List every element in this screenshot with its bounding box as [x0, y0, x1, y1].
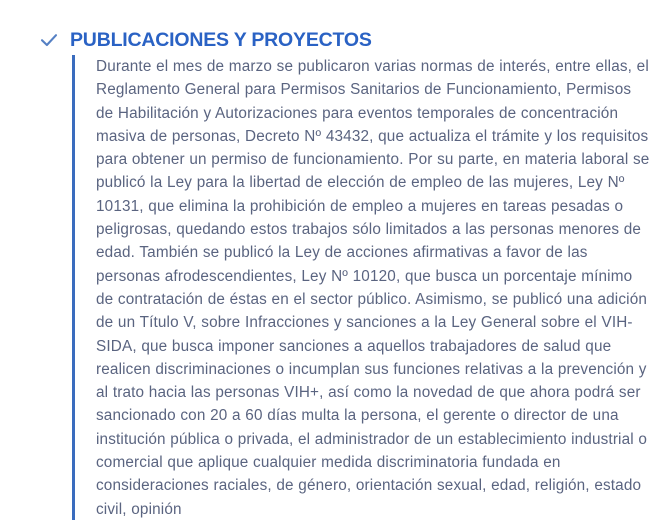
check-icon[interactable]: [38, 29, 60, 51]
page-title: PUBLICACIONES Y PROYECTOS: [70, 29, 372, 51]
section-header[interactable]: [38, 28, 372, 52]
section-body-text: Durante el mes de marzo se publicaron varias normas de interés, entre ellas, el Reglamento General para Permisos Sanitarios de Funcionamiento, Permisos de Habilitación y Autorizaciones para eventos temporales de concentración masiva de personas, Decreto Nº 43432, que actualiza el trámite y los requisitos para obtener un permiso de funcionamiento. Por su parte, en materia laboral se publicó la Ley para la libertad de elección de empleo de las mujeres, Ley Nº 10131, que elimina la prohibición de empleo a mujeres en tareas pesadas o peligrosas, quedando estos trabajos sólo limitados a las personas menores de edad. También se publicó la Ley de acciones afirmativas a favor de las personas afrodescendientes, Ley Nº 10120, que busca un porcentaje mínimo de contratación de éstas en el sector público. Asimismo, se publicó una adición de un Título V, sobre Infracciones y sanciones a la Ley General sobre el VIH-SIDA, que busca imponer sanciones a aquellos trabajadores de salud que realicen discriminaciones o incumplan sus funciones relativas a la prevención y al trato hacia las personas VIH+, así como la novedad de que ahora podrá ser sancionado con 20 a 60 días multa la persona, el gerente o director de una institución pública o privada, el administrador de un establecimiento industrial o comercial que aplique cualquier medida discriminatoria fundada en consideraciones raciales, de género, orientación sexual, edad, religión, estado civil, opinión: [96, 58, 650, 518]
section-body-quote: [72, 55, 650, 520]
